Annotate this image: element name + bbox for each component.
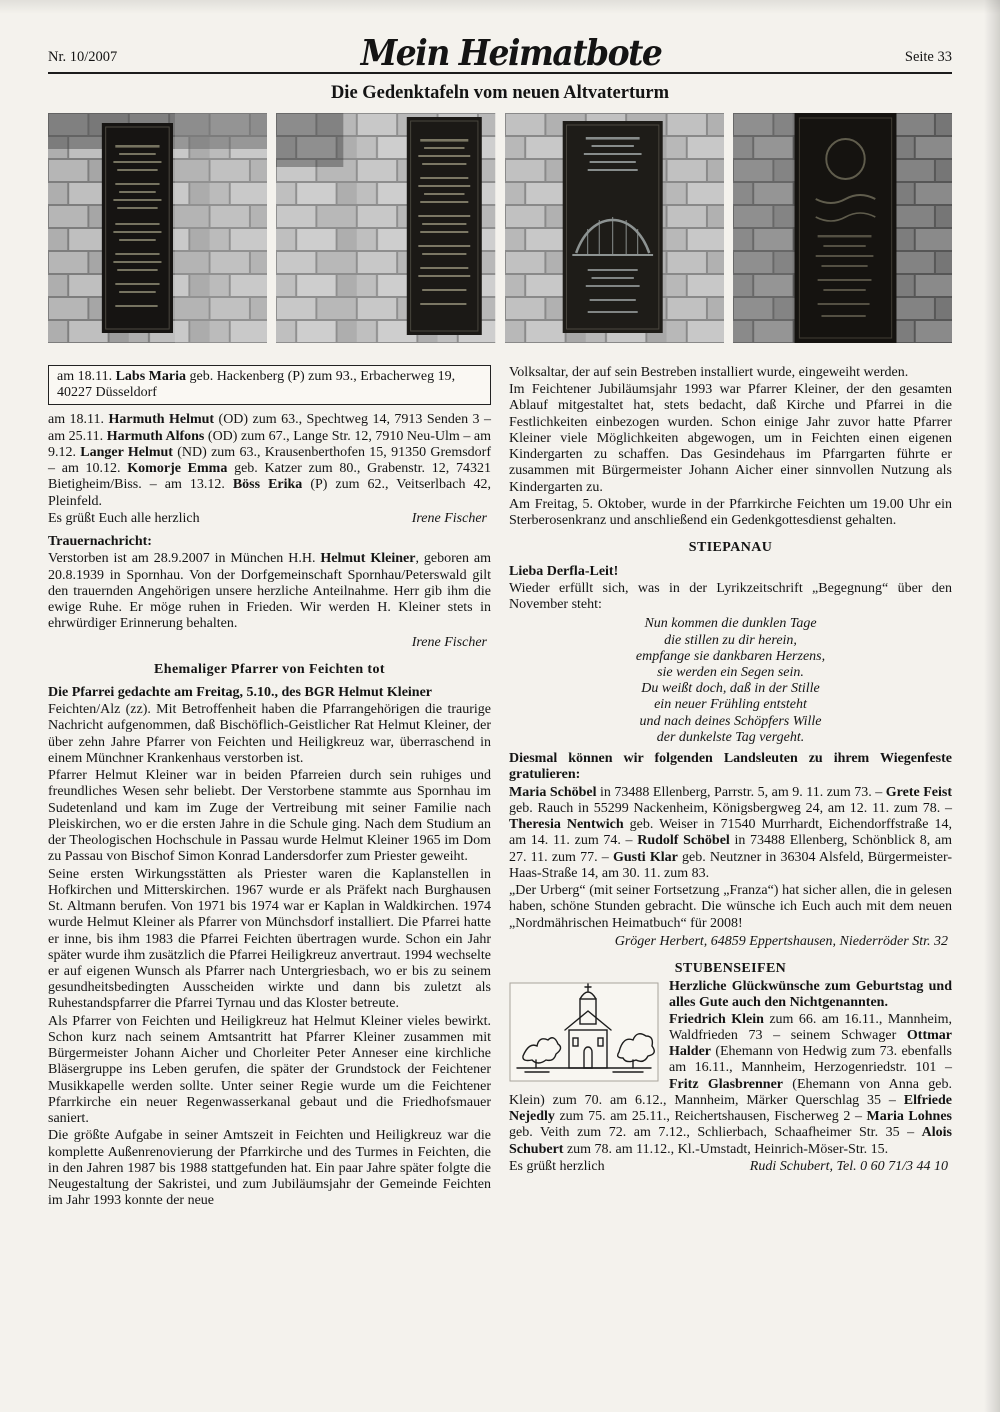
- page-header: [48, 31, 952, 74]
- left-column: [48, 365, 491, 1210]
- article-paragraph: Wieder erfüllt sich, was in der Lyrikzeitschrift „Begegnung“ über den November steht:: [509, 580, 952, 613]
- article-columns: [48, 365, 952, 1210]
- article-subheading: Die Pfarrei gedachte am Freitag, 5.10., des BGR Helmut Kleiner: [48, 684, 433, 700]
- obituary-paragraph: Verstorben ist am 28.9.2007 in München H.H. Helmut Kleiner, geboren am 20.8.1939 in Spornhau. Von der Dorfgemeinschaft Spornhau/Peterswald gilt den trauernden Angehörigen unsere herzliche Anteilnahme. Herr gib ihm die ewige Ruhe. Er möge ruhen in Frieden. Wir werden H. Kleiner stets in ehrwürdiger Erinnerung behalten.: [48, 551, 492, 632]
- greeting-line: Es grüßt herzlich Rudi Schubert, Tel. 0 60 71/3 44 10: [509, 1158, 948, 1174]
- masthead-logo: Mein Heimatbote: [360, 31, 662, 74]
- page-number: Seite 33: [904, 49, 952, 65]
- article-paragraph: Pfarrer Helmut Kleiner war in beiden Pfarreien durch sein ruhiges und freundliches Wesen sehr beliebt. Der Verstorbene stammte aus Spornhau im Sudetenland und kam im Zuge der Vertreibung mit seiner Familie nach Pleiskirchen, wo er die ersten Jahre in die Schule ging. Nach dem Studium an der Theologischen Hochschule in Passau wurde Helmut Kleiner 1965 im Dom zu Passau von Bischof Simon Konrad Landersdorfer zum Priester geweiht.: [48, 768, 491, 865]
- article-paragraph: Volksaltar, der auf sein Bestreben installiert wurde, eingeweiht werden.: [509, 365, 909, 380]
- article-heading: Ehemaliger Pfarrer von Feichten tot: [154, 661, 385, 677]
- right-column: [509, 365, 952, 1210]
- issue-number: Nr. 10/2007: [48, 49, 118, 65]
- memorial-plaque-photo-3: [505, 113, 724, 343]
- photo-strip: [48, 113, 952, 343]
- memorial-plaque-photo-2: [276, 113, 495, 343]
- article-paragraph: Als Pfarrer von Feichten und Heiligkreuz hat Helmut Kleiner vieles bewirkt. Schon kurz nach seinem Amtsantritt hat Pfarrer Kleiner zusammen mit Bürgermeister Johann Aicher und Chorleiter Peter Anneser eine kirchliche Bläsergruppe ins Leben gerufen, die später der Grundstock der Feichtener Musikkapelle werden sollte. Unter seiner Regie wurde um die Feichtener Pfarrkirche ein neuer Regenwasserkanal gebaut und die Friedhofsmauer saniert.: [48, 1013, 491, 1127]
- signature: Irene Fischer: [411, 634, 487, 650]
- salutation: Lieba Derfla-Leit!: [509, 563, 619, 579]
- article-paragraph: Im Feichtener Jubiläumsjahr 1993 war Pfarrer Kleiner, der den gesamten Ablauf mitgestaltet hat, stets bedacht, daß Kirche und Pfarrei in die Festlichkeiten einbezogen wurden. Schon einige Jahr zuvor hatte Pfarrer Kleiner viele Möglichkeiten abgewogen, um in Feichten einen eigenen Kindergarten zu schaffen. Das Gesindehaus im Pfarrgarten führte er zusammen mit Bürgermeister Johann Aicher einer sinnvollen Nutzung als Kindergarten zu.: [509, 382, 952, 495]
- article-paragraph: Feichten/Alz (zz). Mit Betroffenheit haben die Pfarrangehörigen die traurige Nachricht aufgenommen, daß Bischöflich-Geistlicher Rat Helmut Kleiner, der über zehn Jahre Pfarrer von Feichten und Heiligkreuz war, überraschend in einem Münchner Krankenhaus verstorben ist.: [48, 702, 491, 766]
- obituary-heading: Trauernachricht:: [48, 534, 152, 550]
- birthday-list: am 18.11. Harmuth Helmut (OD) zum 63., Spechtweg 14, 7913 Senden 3 – am 25.11. Harmuth Alfons (OD) zum 67., Lange Str. 12, 7910 Neu-Ulm – am 9.12. Langer Helmut (ND) zum 63., Krausenberthofen 15, 91350 Gremsdorf – am 10.12. Komorje Emma geb. Katzer zum 80., Grabenstr. 12, 74321 Bietigheim/Biss. – am 13.12. Böss Erika (P) zum 62., Veitserlbach 42, Pleinfeld.: [48, 412, 492, 509]
- birthday-entry-box: am 18.11. Labs Maria geb. Hackenberg (P) zum 93., Erbacherweg 19, 40227 Düsseldorf: [48, 365, 491, 405]
- section-heading-stubenseifen: STUBENSEIFEN: [674, 960, 787, 976]
- article-paragraph: Die größte Aufgabe in seiner Amtszeit in Feichten und Heiligkreuz war die komplette Außenrenovierung der Pfarrkirche und des Turmes in Feichten, die in den Jahren 1987 bis 1988 stattgefunden hat. Ein paar Jahre später folgte die Neugestaltung der Sakristei, und zum Jubiläumsjahr der Gemeinde Feichten im Jahr 1993 konnte der neue: [48, 1128, 491, 1209]
- article-paragraph: Am Freitag, 5. Oktober, wurde in der Pfarrkirche Feichten um 19.00 Uhr ein Sterberosenkranz und anschließend ein Gedenkgottesdienst gehalten.: [509, 496, 952, 529]
- congratulations-intro: Diesmal können wir folgenden Landsleuten zu ihrem Wiegenfeste gratulieren:: [509, 751, 952, 783]
- article-paragraph: „Der Urberg“ (mit seiner Fortsetzung „Franza“) hat sicher allen, die in gelesen haben, schöne Stunden gebracht. Die wünsche ich Euch auch mit dem neuen „Nordmährischen Heimatbuch“ für 2008!: [509, 883, 952, 931]
- greeting-line: Es grüßt Euch alle herzlich Irene Fischer: [48, 510, 487, 526]
- memorial-plaque-photo-1: [48, 113, 267, 343]
- memorial-plaque-photo-4: [733, 113, 952, 343]
- signature: Gröger Herbert, 64859 Eppertshausen, Niederröder Str. 32: [614, 933, 948, 949]
- birthday-list: Maria Schöbel in 73488 Ellenberg, Parrstr. 5, am 9. 11. zum 73. – Grete Feist geb. Rauch in 55299 Nackenheim, Königsbergweg 24, am 12. 11. zum 78. – Theresia Nentwich geb. Weiser in 71540 Murrhardt, Eichendorffstraße 14, am 14. 11. zum 74. – Rudolf Schöbel in 73488 Ellenberg, Schönblick 8, am 27. 11. zum 77. – Gusti Klar geb. Neutzner in 36304 Alsfeld, Bürgermeister-Haas-Straße 14, am 30. 11. zum 83.: [509, 784, 953, 881]
- birthday-list-with-illustration: Herzliche Glückwünsche zum Geburtstag und alles Gute auch den Nichtgenannten. Friedrich Klein zum 66. am 16.11., Mannheim, Waldfrieden 73 – seinem Schwager Ottmar Halder (Ehemann von Hedwig zum 73. ebenfalls am 16.11., Mannheim, Herzogenriedstr. 101 – Fritz Glasbrenner (Ehemann von Anna geb. Klein) zum 70. am 6.12., Mannheim, Märker Querschlag 35 – Elfriede Nejedly zum 75. am 25.11., Reichertshausen, Fischerweg 2 – Maria Lohnes geb. Veith zum 72. am 7.12., Schlierbach, Schaafheimer Str. 35 – Alois Schubert zum 78. am 11.12., Kl.-Umstadt, Heinrich-Möser-Str. 15.: [509, 979, 952, 1157]
- church-illustration: [509, 982, 659, 1082]
- article-paragraph: Seine ersten Wirkungsstätten als Priester waren die Kaplanstellen in Hofkirchen und Mitterskirchen. 1967 wurde er als Präfekt nach Burghausen St. Altmann berufen. Von 1971 bis 1974 war er Kaplan in Waldkirchen. 1974 wurde Helmut Kleiner als Pfarrer von Münchsdorf installiert. Die Pfarrei hatte er inne, bis ihm 1983 die Pfarrei Feichten übertragen wurde. Schon ein Jahr später wurde ihm zusätzlich die Pfarrei Heiligkreuz anvertraut. 1994 wechselte er auf eigenen Wunsch als Pfarrer nach Untergriesbach, wo er bis zu seinem gesundheitsbedingten Ausscheiden wirkte und dann bis zuletzt als Ruhestandspfarrer die Pfarrei Tyrnau und das Kloster betreute.: [48, 866, 491, 1012]
- november-poem: Nun kommen die dunklen Tage die stillen zu dir herein, empfange sie dankbaren Herzens, sie werden ein Segen sein. Du weißt doch, daß in der Stille ein neuer Frühling entsteht und nach deines Schöpfers Wille der dunkelste Tag vergeht.: [635, 616, 826, 745]
- article-title: Die Gedenktafeln vom neuen Altvaterturm: [330, 83, 670, 103]
- section-heading-stiepanau: STIEPANAU: [688, 540, 773, 556]
